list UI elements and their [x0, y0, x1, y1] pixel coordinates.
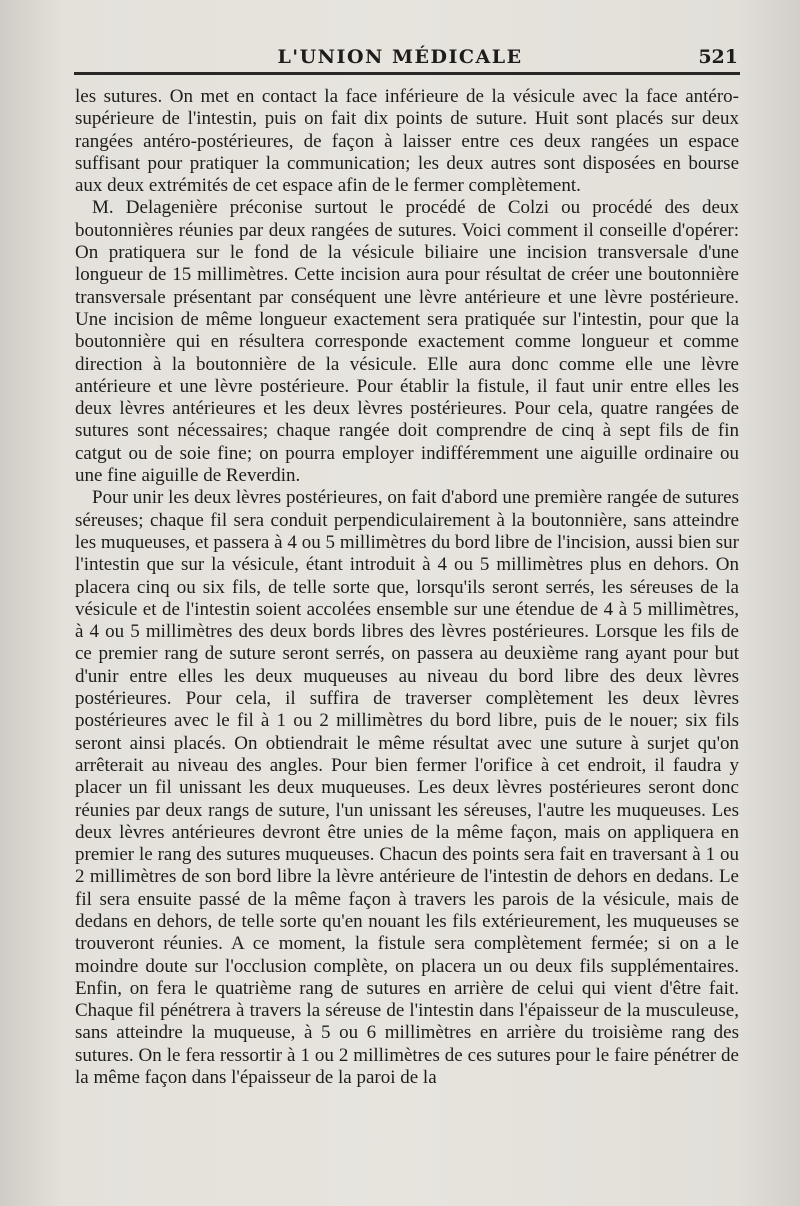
- paragraph-delageniere: M. Delagenière préconise surtout le procédé de Colzi ou procédé des deux boutonnières réunies par deux rangées de sutures. Voici comment il conseille d'opérer: On pratiquera sur le fond de la vésicule biliaire une incision transversale d'une longueur de 15 millimètres. Cette incision aura pour résultat de créer une boutonnière transversale présentant par conséquent une lèvre antérieure et une lèvre postérieure. Une incision de même longueur exactement sera pratiquée sur l'intestin, pour que la boutonnière qui en résultera corresponde exactement comme longueur et comme direction à la boutonnière de la vésicule. Elle aura donc comme elle une lèvre antérieure et une lèvre postérieure. Pour établir la fistule, il faut unir entre elles les deux lèvres antérieures et les deux lèvres postérieures. Pour cela, quatre rangées de sutures sont nécessaires; chaque rangée doit comprendre de cinq à sept fils de fin catgut ou de soie fine; on pourra employer indifféremment une aiguille ordinaire ou une fine aiguille de Reverdin.: [75, 197, 739, 487]
- body-text: [75, 86, 739, 1089]
- header-rule: [74, 72, 740, 75]
- page-number: 521: [698, 46, 738, 68]
- paragraph-levres-posterieures: Pour unir les deux lèvres postérieures, on fait d'abord une première rangée de sutures séreuses; chaque fil sera conduit perpendiculairement à la boutonnière, sans atteindre les muqueuses, et passera à 4 ou 5 millimètres du bord libre de l'incision, aussi bien sur l'intestin que sur la vésicule, étant introduit à 4 ou 5 millimètres plus en dehors. On placera cinq ou six fils, de telle sorte que, lorsqu'ils seront serrés, les séreuses de la vésicule et de l'intestin soient accolées ensemble sur une étendue de 4 à 5 millimètres, à 4 ou 5 millimètres des deux bords libres des lèvres postérieures. Lorsque les fils de ce premier rang de suture seront serrés, on passera au deuxième rang ayant pour but d'unir entre elles les deux muqueuses au niveau du bord libre des deux lèvres postérieures. Pour cela, il suffira de traverser complètement les deux lèvres postérieures avec le fil à 1 ou 2 millimètres du bord libre, puis de le nouer; six fils seront ainsi placés. On obtiendrait le même résultat avec une suture à surjet qu'on arrêterait au niveau des angles. Pour bien fermer l'orifice à cet endroit, il faudra y placer un fil unissant les deux muqueuses. Les deux lèvres postérieures seront donc réunies par deux rangs de suture, l'un unissant les séreuses, l'autre les muqueuses. Les deux lèvres antérieures devront être unies de la même façon, mais on appliquera en premier le rang des sutures muqueuses. Chacun des points sera fait en traversant à 1 ou 2 millimètres de son bord libre la lèvre antérieure de l'intestin de dehors en dedans. Le fil sera ensuite passé de la même façon à travers les parois de la vésicule, mais de dedans en dehors, de telle sorte qu'en nouant les fils extérieurement, les muqueuses se trouveront réunies. A ce moment, la fistule sera complètement fermée; si on a le moindre doute sur l'occlusion complète, on placera un ou deux fils supplémentaires. Enfin, on fera le quatrième rang de sutures en arrière de celui qui vient d'être fait. Chaque fil pénétrera à travers la séreuse de l'intestin dans l'épaisseur de la musculeuse, sans atteindre la muqueuse, à 5 ou 6 millimètres en arrière du troisième rang des sutures. On le fera ressortir à 1 ou 2 millimètres de ces sutures pour le faire pénétrer de la même façon dans l'épaisseur de la paroi de la: [75, 487, 739, 1089]
- page-header: [0, 44, 800, 74]
- paragraph-continuation: les sutures. On met en contact la face inférieure de la vésicule avec la face antéro-supérieure de l'intestin, puis on fait dix points de suture. Huit sont placés sur deux rangées antéro-postérieures, de façon à laisser entre ces deux rangées un espace suffisant pour pratiquer la communication; les deux autres sont disposées en bourse aux deux extrémités de cet espace afin de le fermer complètement.: [75, 86, 739, 197]
- running-title: L'UNION MÉDICALE: [277, 46, 523, 68]
